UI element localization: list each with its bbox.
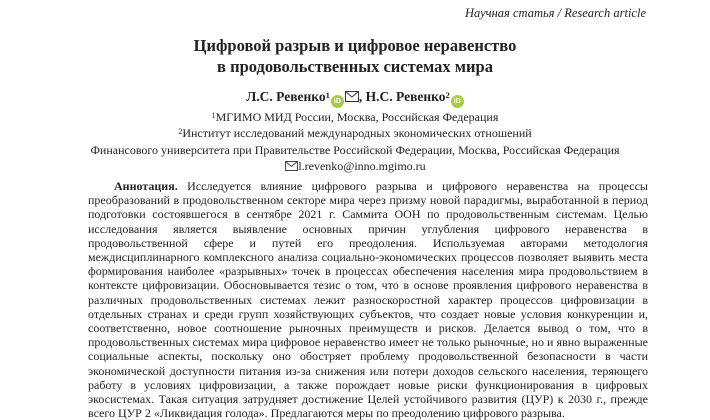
author-email-link[interactable]: l.revenko@inno.mgimo.ru — [298, 159, 426, 174]
author-list — [0, 89, 710, 108]
orcid-icon[interactable]: iD — [451, 95, 464, 108]
author-affiliation-sup: 2 — [445, 90, 450, 100]
affiliation-line: Финансового университета при Правительстве Российской Федерации, Москва, Российская Федерация — [90, 142, 620, 157]
abstract-label: Аннотация. — [114, 179, 178, 193]
article-title — [0, 35, 710, 77]
envelope-icon[interactable] — [345, 91, 359, 102]
affiliation-line: $^2$Институт исследований международных экономических отношений — [178, 126, 532, 141]
affiliations — [0, 109, 710, 175]
email-line — [0, 158, 710, 174]
title-line-2: в продовольственных системах мира — [217, 57, 493, 76]
author-separator: , — [358, 89, 366, 104]
abstract-text: Исследуется влияние цифрового разрыва и цифрового неравенства на процессы преобразований в продовольственном секторе мира через призму новой парадигмы, выработанной в период подготовки состоявшегося в сентябре 2021 г. Саммита ООН по продовольственным системам. Целью исследования является выявление основных причин углубления цифрового неравенства в продовольственной сфере и путей его преодоления. Используемая авторами методология междисциплинарного комплексного анализа социально-экономических процессов позволяет выявить места формирования наиболее «разрывных» точек в процессах обеспечения населения мира продовольствием в контексте цифровизации. Обосновывается тезис о том, что в основе проявления цифрового неравенства в различных продовольственных системах лежит разноскоростной характер процессов цифровизации в отдельных странах и среди групп хозяйствующих субъектов, что создает новые условия конкуренции и, соответственно, новое соотношение рыночных преимуществ и рисков. Делается вывод о том, что в продовольственных системах мира цифровое неравенство имеет не только рыночные, но и явно выраженные социальные аспекты, поскольку оно обостряет проблему продовольственной безопасности в части экономической доступности питания из-за снижения или потери доходов сельского населения, теряющего работу в условиях цифровизации, а также порождает новые риски функционирования в цифровых экосистемах. Такая ситуация затрудняет достижение Целей устойчивого развития (ЦУР) к 2030 г., прежде всего ЦУР 2 «Ликвидация голода». Предлагаются меры по преодолению цифрового разрыва. — [88, 179, 648, 420]
article-type-label: Научная статья / Research article — [464, 6, 646, 20]
orcid-icon[interactable]: iD — [331, 95, 344, 108]
title-line-1: Цифровой разрыв и цифровое неравенство — [193, 36, 517, 55]
affiliation-line: $^1$МГИМО МИД России, Москва, Российская Федерация — [211, 110, 499, 124]
author-affiliation-sup: 1 — [325, 90, 330, 100]
envelope-icon — [285, 161, 298, 171]
author-name: Л.С. Ревенко — [246, 89, 326, 104]
abstract — [88, 179, 648, 420]
author-name: Н.С. Ревенко — [365, 89, 446, 104]
